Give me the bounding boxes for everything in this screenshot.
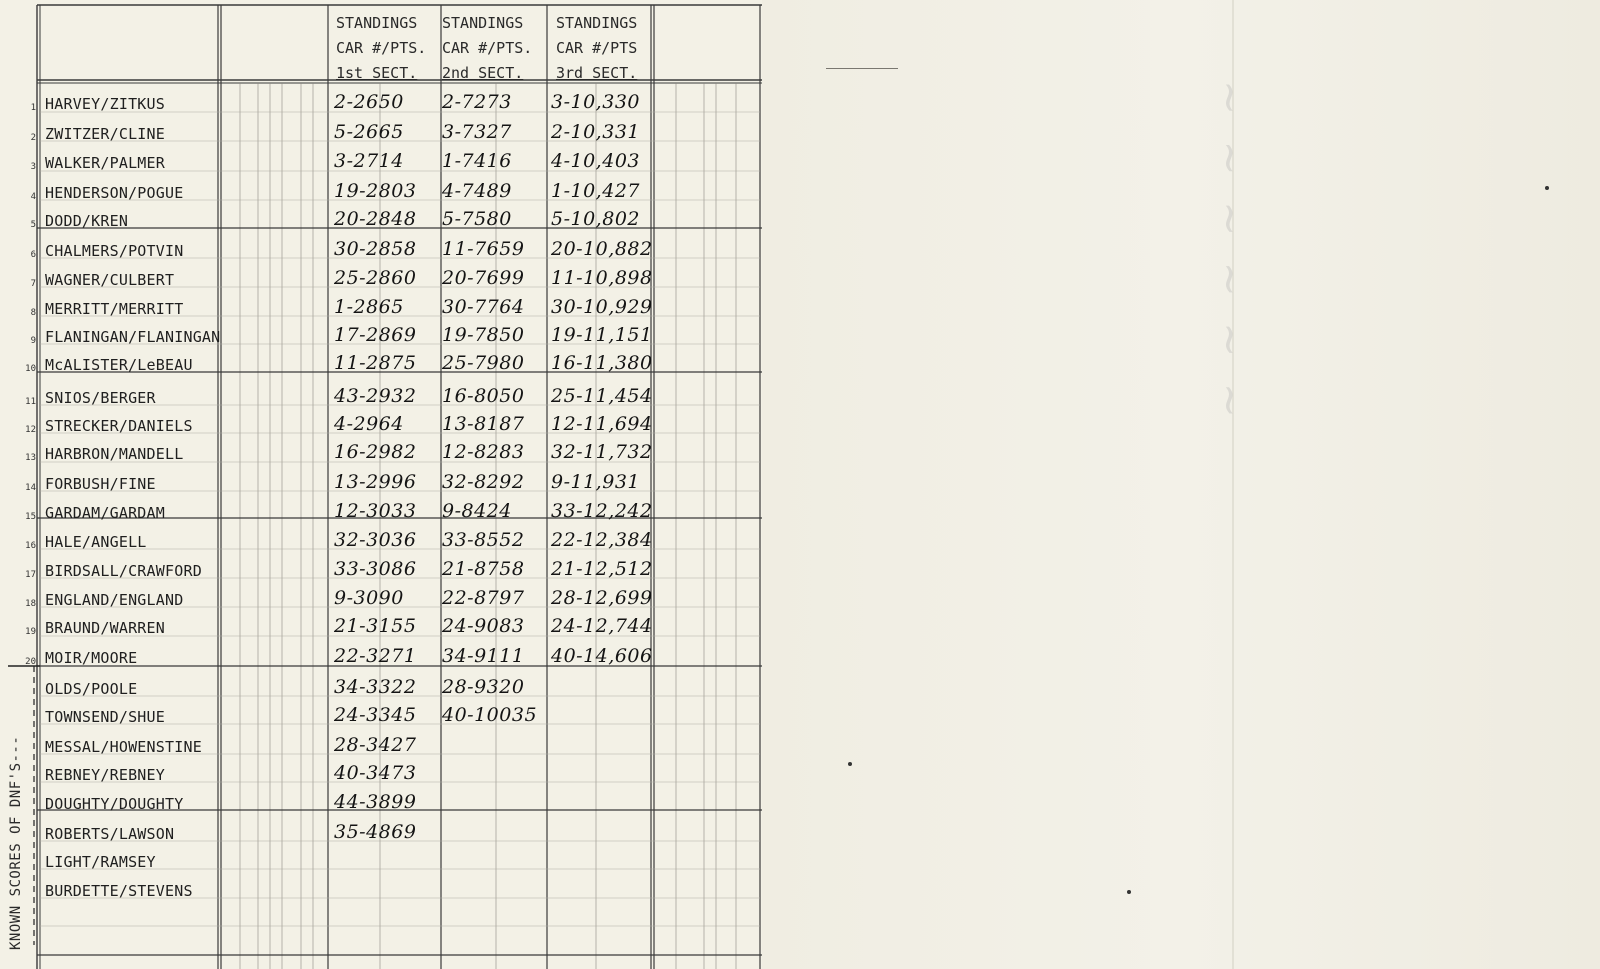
header-1st-sect: STANDINGS CAR #/PTS. 1st SECT. <box>336 14 427 82</box>
score-1st-sect: 2-2650 <box>334 91 404 113</box>
team-name: BRAUND/WARREN <box>45 619 165 637</box>
team-name: CHALMERS/POTVIN <box>45 242 184 260</box>
score-3rd-sect: 19-11,151 <box>551 324 653 346</box>
team-name: MOIR/MOORE <box>45 649 138 667</box>
score-3rd-sect: 16-11,380 <box>551 352 653 374</box>
team-name: BURDETTE/STEVENS <box>45 882 193 900</box>
score-2nd-sect: 11-7659 <box>442 238 525 260</box>
score-1st-sect: 28-3427 <box>334 734 417 756</box>
ink-speck <box>1545 186 1549 190</box>
score-1st-sect: 22-3271 <box>334 645 417 667</box>
score-2nd-sect: 1-7416 <box>442 150 512 172</box>
score-1st-sect: 11-2875 <box>334 352 417 374</box>
score-1st-sect: 44-3899 <box>334 791 417 813</box>
score-1st-sect: 17-2869 <box>334 324 417 346</box>
score-2nd-sect: 3-7327 <box>442 121 512 143</box>
score-1st-sect: 40-3473 <box>334 762 417 784</box>
team-name: HARBRON/MANDELL <box>45 445 184 463</box>
standings-sheet <box>0 0 762 969</box>
score-3rd-sect: 1-10,427 <box>551 180 640 202</box>
row-number: 19 <box>25 627 36 637</box>
score-3rd-sect: 2-10,331 <box>551 121 640 143</box>
header-2nd-sect: STANDINGS CAR #/PTS. 2nd SECT. <box>442 14 533 82</box>
score-2nd-sect: 32-8292 <box>442 471 525 493</box>
score-1st-sect: 1-2865 <box>334 296 404 318</box>
row-number: 14 <box>25 483 36 493</box>
score-2nd-sect: 20-7699 <box>442 267 525 289</box>
score-1st-sect: 3-2714 <box>334 150 404 172</box>
score-2nd-sect: 9-8424 <box>442 500 512 522</box>
score-2nd-sect: 19-7850 <box>442 324 525 346</box>
score-3rd-sect: 33-12,242 <box>551 500 653 522</box>
score-2nd-sect: 12-8283 <box>442 441 525 463</box>
team-name: REBNEY/REBNEY <box>45 766 165 784</box>
score-3rd-sect: 3-10,330 <box>551 91 640 113</box>
row-number: 12 <box>25 425 36 435</box>
score-3rd-sect: 30-10,929 <box>551 296 653 318</box>
score-2nd-sect: 40-10035 <box>442 704 538 726</box>
team-name: OLDS/POOLE <box>45 680 138 698</box>
team-name: HALE/ANGELL <box>45 533 147 551</box>
row-number: 17 <box>25 570 36 580</box>
score-2nd-sect: 5-7580 <box>442 208 512 230</box>
row-number: 5 <box>30 220 36 230</box>
score-1st-sect: 32-3036 <box>334 529 417 551</box>
team-name: WALKER/PALMER <box>45 154 165 172</box>
score-3rd-sect: 21-12,512 <box>551 558 653 580</box>
score-2nd-sect: 25-7980 <box>442 352 525 374</box>
score-3rd-sect: 32-11,732 <box>551 441 653 463</box>
score-2nd-sect: 4-7489 <box>442 180 512 202</box>
row-number: 18 <box>25 599 36 609</box>
header-3rd-sect: STANDINGS CAR #/PTS 3rd SECT. <box>556 14 638 82</box>
score-3rd-sect: 12-11,694 <box>551 413 653 435</box>
score-1st-sect: 9-3090 <box>334 587 404 609</box>
score-1st-sect: 20-2848 <box>334 208 417 230</box>
row-number: 16 <box>25 541 36 551</box>
score-3rd-sect: 40-14,606 <box>551 645 653 667</box>
score-2nd-sect: 22-8797 <box>442 587 525 609</box>
score-1st-sect: 13-2996 <box>334 471 417 493</box>
score-2nd-sect: 21-8758 <box>442 558 525 580</box>
bleed-through-text: ~ ~ ~ ~ ~ ~ <box>1206 80 1255 424</box>
team-name: McALISTER/LeBEAU <box>45 356 193 374</box>
team-name: MESSAL/HOWENSTINE <box>45 738 202 756</box>
score-3rd-sect: 24-12,744 <box>551 615 653 637</box>
pencil-dash-mark <box>826 68 898 69</box>
row-number: 2 <box>30 133 36 143</box>
row-number: 9 <box>30 336 36 346</box>
score-1st-sect: 12-3033 <box>334 500 417 522</box>
row-number: 3 <box>30 162 36 172</box>
row-number: 10 <box>25 364 36 374</box>
team-name: ZWITZER/CLINE <box>45 125 165 143</box>
team-name: STRECKER/DANIELS <box>45 417 193 435</box>
row-number: 6 <box>30 250 36 260</box>
score-2nd-sect: 16-8050 <box>442 385 525 407</box>
score-2nd-sect: 30-7764 <box>442 296 525 318</box>
score-2nd-sect: 13-8187 <box>442 413 525 435</box>
team-name: HARVEY/ZITKUS <box>45 95 165 113</box>
score-1st-sect: 25-2860 <box>334 267 417 289</box>
row-number: 1 <box>30 103 36 113</box>
team-name: HENDERSON/POGUE <box>45 184 184 202</box>
dnf-side-label: KNOWN SCORES OF DNF'S--- <box>8 735 24 950</box>
score-1st-sect: 4-2964 <box>334 413 404 435</box>
team-name: FLANINGAN/FLANINGAN <box>45 328 221 346</box>
team-name: ROBERTS/LAWSON <box>45 825 175 843</box>
score-3rd-sect: 25-11,454 <box>551 385 653 407</box>
ink-speck <box>848 762 852 766</box>
score-2nd-sect: 34-9111 <box>442 645 525 667</box>
row-number: 15 <box>25 512 36 522</box>
score-3rd-sect: 11-10,898 <box>551 267 653 289</box>
score-1st-sect: 33-3086 <box>334 558 417 580</box>
score-2nd-sect: 2-7273 <box>442 91 512 113</box>
team-name: TOWNSEND/SHUE <box>45 708 165 726</box>
score-3rd-sect: 4-10,403 <box>551 150 640 172</box>
team-name: MERRITT/MERRITT <box>45 300 184 318</box>
row-number: 20 <box>25 657 36 667</box>
score-3rd-sect: 20-10,882 <box>551 238 653 260</box>
team-name: WAGNER/CULBERT <box>45 271 175 289</box>
score-1st-sect: 24-3345 <box>334 704 417 726</box>
score-1st-sect: 35-4869 <box>334 821 417 843</box>
team-name: LIGHT/RAMSEY <box>45 853 156 871</box>
score-1st-sect: 19-2803 <box>334 180 417 202</box>
ink-speck <box>1127 890 1131 894</box>
score-1st-sect: 34-3322 <box>334 676 417 698</box>
row-number: 11 <box>25 397 36 407</box>
score-1st-sect: 5-2665 <box>334 121 404 143</box>
score-2nd-sect: 24-9083 <box>442 615 525 637</box>
score-3rd-sect: 22-12,384 <box>551 529 653 551</box>
score-2nd-sect: 28-9320 <box>442 676 525 698</box>
team-name: FORBUSH/FINE <box>45 475 156 493</box>
blank-page-right <box>760 0 1600 969</box>
row-number: 8 <box>30 308 36 318</box>
team-name: DODD/KREN <box>45 212 129 230</box>
score-3rd-sect: 9-11,931 <box>551 471 640 493</box>
score-1st-sect: 30-2858 <box>334 238 417 260</box>
score-3rd-sect: 5-10,802 <box>551 208 640 230</box>
score-1st-sect: 21-3155 <box>334 615 417 637</box>
team-name: BIRDSALL/CRAWFORD <box>45 562 202 580</box>
row-number: 4 <box>30 192 36 202</box>
score-1st-sect: 43-2932 <box>334 385 417 407</box>
score-2nd-sect: 33-8552 <box>442 529 525 551</box>
row-number: 7 <box>30 279 36 289</box>
score-3rd-sect: 28-12,699 <box>551 587 653 609</box>
team-name: ENGLAND/ENGLAND <box>45 591 184 609</box>
team-name: DOUGHTY/DOUGHTY <box>45 795 184 813</box>
row-number: 13 <box>25 453 36 463</box>
team-name: GARDAM/GARDAM <box>45 504 165 522</box>
team-name: SNIOS/BERGER <box>45 389 156 407</box>
score-1st-sect: 16-2982 <box>334 441 417 463</box>
